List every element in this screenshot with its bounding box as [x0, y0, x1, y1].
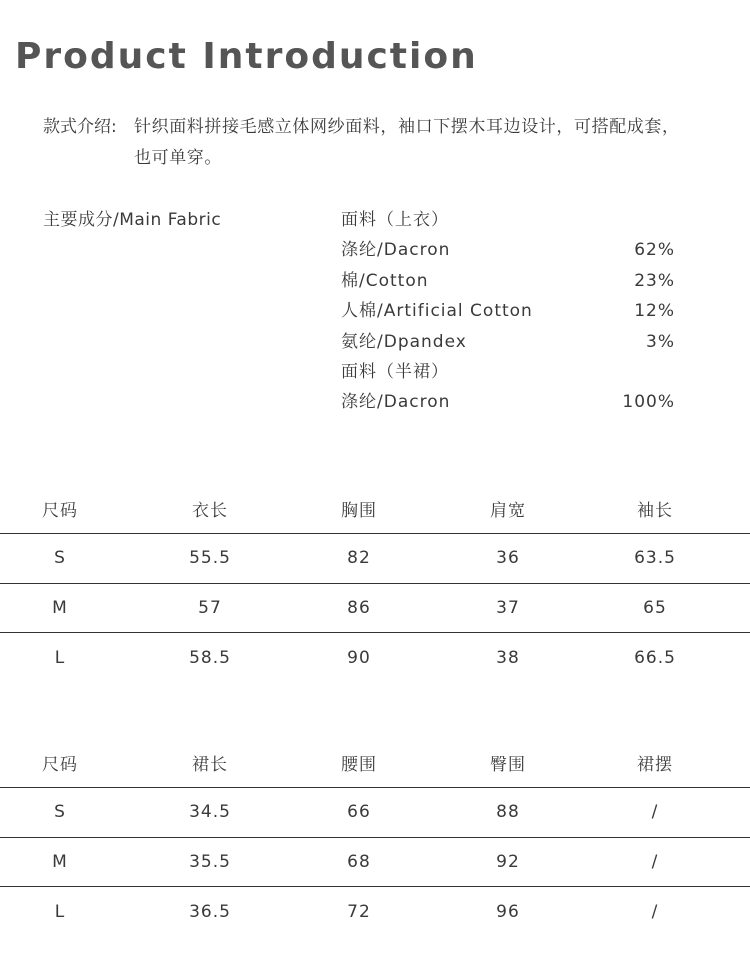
table-cell: 90 [347, 647, 371, 668]
header-shoulder: 肩宽 [490, 501, 526, 521]
table-cell: / [651, 802, 659, 822]
fabric-percent: 3% [646, 331, 675, 352]
fabric-name: 人棉/Artificial Cotton [341, 301, 533, 322]
table-cell: 82 [347, 548, 371, 568]
table-row [0, 533, 750, 583]
table-cell: 37 [496, 597, 520, 618]
fabric-row [341, 235, 675, 265]
fabric-name: 面料（上衣） [341, 210, 449, 230]
table-cell: S [54, 548, 66, 568]
fabric-row [341, 387, 675, 417]
table-row [0, 887, 750, 937]
table-cell: 55.5 [189, 548, 231, 568]
table-cell: / [651, 851, 659, 872]
style-intro [43, 112, 693, 174]
table-cell: 36.5 [189, 901, 231, 922]
fabric-name: 面料（半裙） [341, 361, 449, 382]
skirt-size-table-body [0, 787, 750, 936]
fabric-row [341, 205, 675, 235]
header-size: 尺码 [42, 755, 78, 775]
top-size-table-body [0, 533, 750, 682]
table-cell: 92 [496, 851, 520, 872]
fabric-label: 主要成分/Main Fabric [43, 210, 222, 230]
table-cell: 58.5 [189, 647, 231, 668]
header-hem: 裙摆 [637, 755, 673, 775]
table-divider [0, 837, 750, 838]
fabric-row [341, 327, 675, 357]
table-cell: 66 [347, 802, 371, 822]
fabric-name: 涤纶/Dacron [341, 392, 451, 413]
table-cell: 96 [496, 901, 520, 922]
fabric-percent: 12% [634, 301, 675, 322]
table-divider [0, 632, 750, 633]
header-waist: 腰围 [341, 755, 377, 775]
table-cell: S [54, 802, 66, 822]
fabric-row [341, 296, 675, 326]
header-size: 尺码 [42, 501, 78, 521]
table-cell: 68 [347, 851, 371, 872]
table-cell: 86 [347, 597, 371, 618]
header-skirt-length: 裙长 [192, 755, 228, 775]
header-length: 衣长 [192, 501, 228, 521]
fabric-percent: 23% [634, 270, 675, 291]
fabric-list [341, 205, 675, 418]
table-row [0, 583, 750, 633]
table-divider [0, 886, 750, 887]
table-cell: 72 [347, 901, 371, 922]
table-divider [0, 583, 750, 584]
style-intro-text: 针织面料拼接毛感立体网纱面料，袖口下摆木耳边设计，可搭配成套，也可单穿。 [134, 117, 680, 168]
fabric-row [341, 266, 675, 296]
table-cell: 66.5 [634, 647, 676, 668]
table-cell: M [52, 851, 68, 872]
fabric-name: 棉/Cotton [341, 270, 429, 291]
table-cell: 34.5 [189, 802, 231, 822]
header-sleeve: 袖长 [637, 501, 673, 521]
table-cell: M [52, 597, 68, 618]
table-cell: 57 [198, 597, 222, 618]
fabric-percent: 100% [622, 392, 675, 413]
table-cell: 65 [643, 597, 667, 618]
table-cell: L [54, 901, 66, 922]
table-cell: / [651, 901, 659, 922]
fabric-name: 氨纶/Dpandex [341, 331, 467, 352]
header-bust: 胸围 [341, 501, 377, 521]
table-cell: 36 [496, 548, 520, 568]
style-intro-label: 款式介绍: [43, 117, 117, 137]
table-cell: 88 [496, 802, 520, 822]
fabric-row [341, 357, 675, 387]
table-row [0, 633, 750, 683]
table-cell: L [54, 647, 66, 668]
page-title: Product Introduction [15, 36, 478, 77]
table-row [0, 837, 750, 887]
table-cell: 63.5 [634, 548, 676, 568]
table-cell: 35.5 [189, 851, 231, 872]
header-hip: 臀围 [490, 755, 526, 775]
table-cell: 38 [496, 647, 520, 668]
fabric-percent: 62% [634, 240, 675, 261]
fabric-name: 涤纶/Dacron [341, 240, 451, 261]
table-row [0, 787, 750, 837]
